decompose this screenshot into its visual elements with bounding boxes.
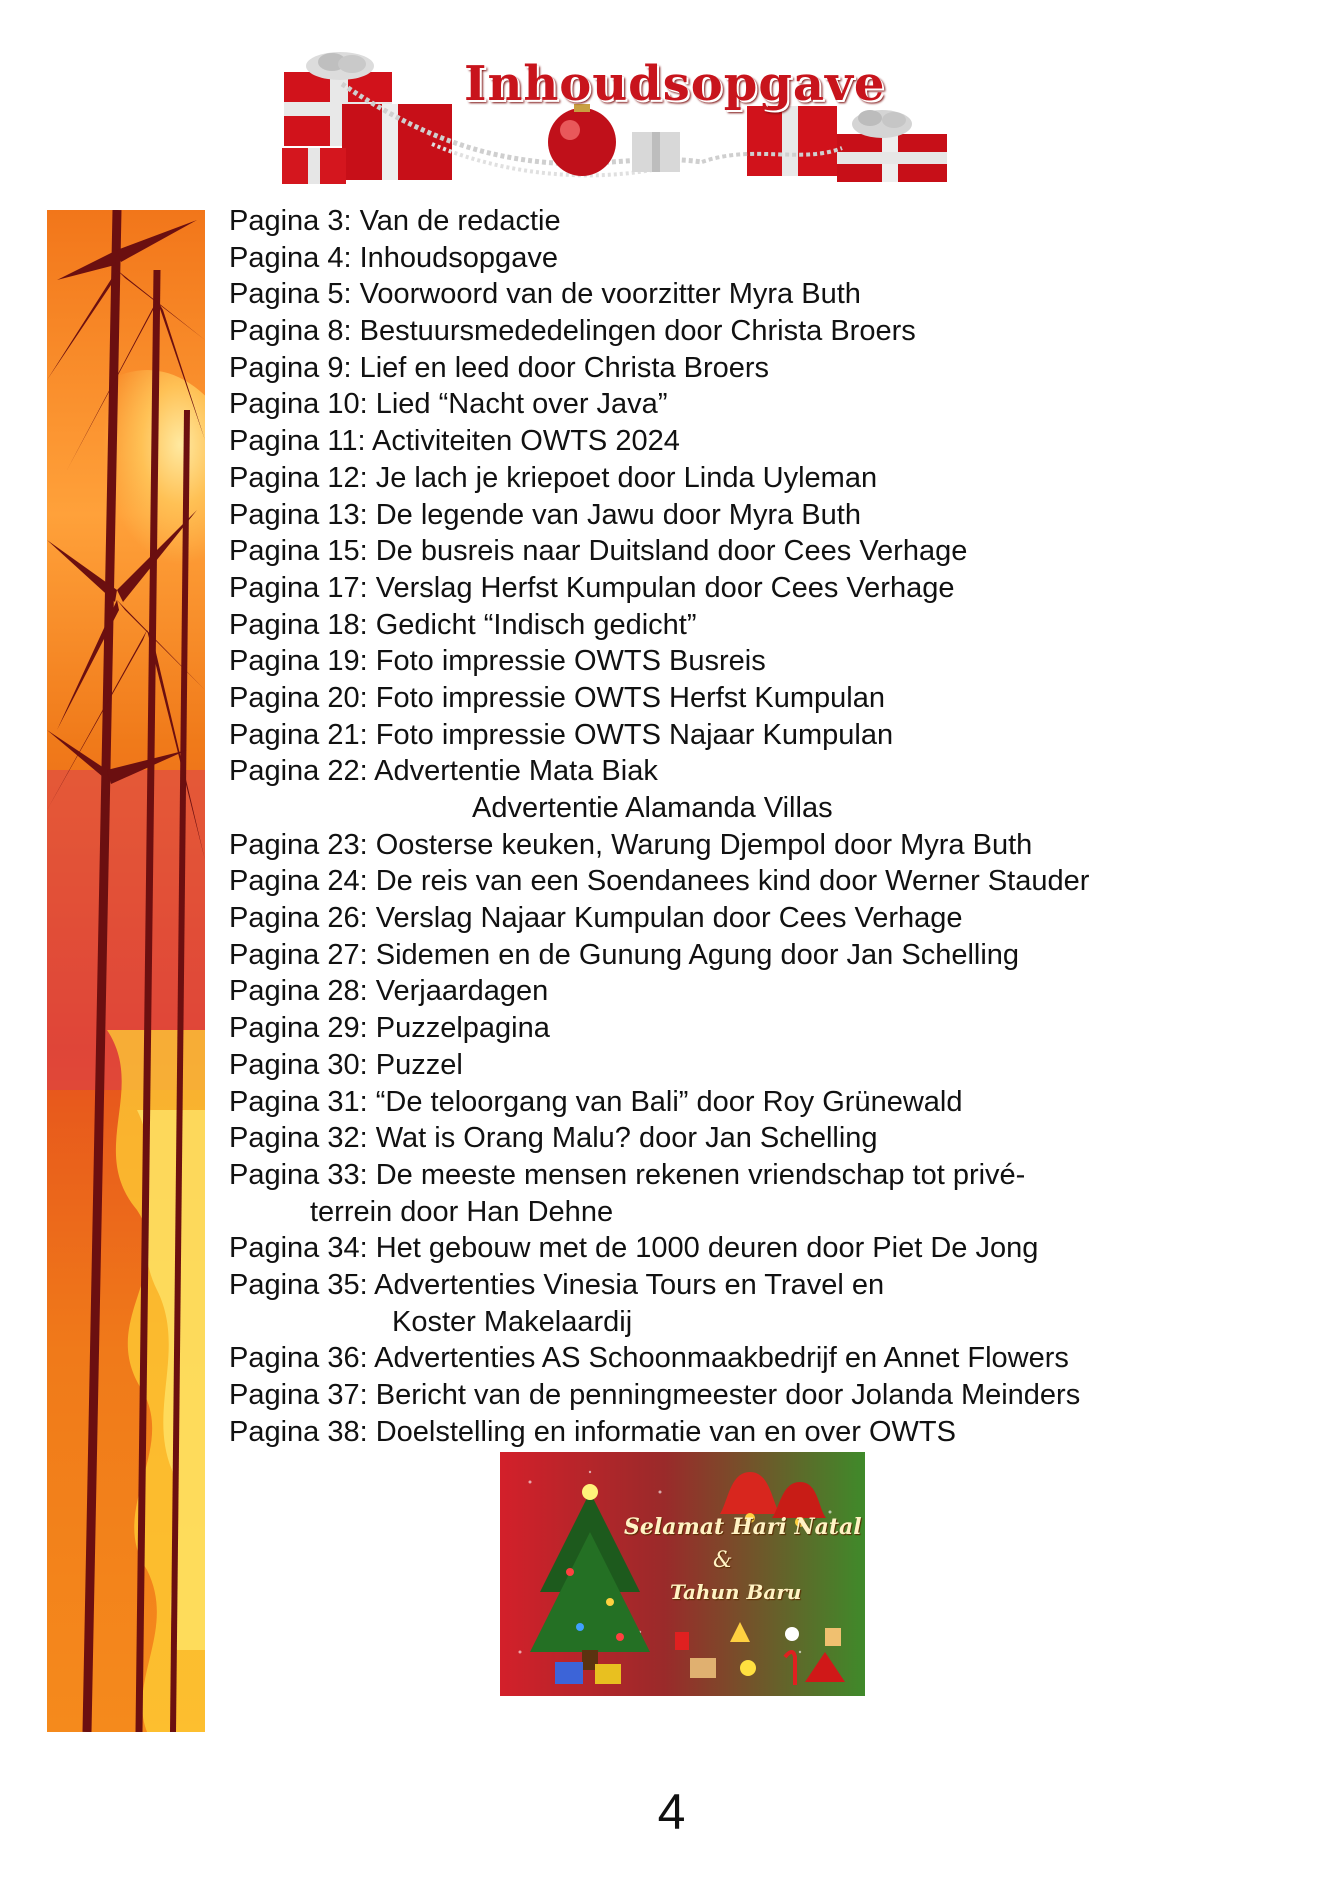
toc-page: Pagina 19: [229,645,368,678]
toc-entry [229,1230,1229,1267]
toc-title: Puzzelpagina [367,1012,550,1045]
toc-page: Pagina 5: [229,278,352,311]
card-new-year: Tahun Baru [670,1580,802,1604]
toc-entry [229,313,1229,350]
toc-entry [229,937,1229,974]
toc-title: Activiteiten OWTS 2024 [365,425,680,458]
toc-entry [229,753,1229,790]
toc-title: De meeste mensen rekenen vriendschap tot privé- [367,1158,1026,1191]
toc-title: Doelstelling en informatie van en over OWTS [367,1415,956,1448]
toc-entry [229,533,1229,570]
toc-title: Voorwoord van de voorzitter Myra Buth [351,278,861,311]
toc-title: De legende van Jawu door Myra Buth [367,498,861,531]
toc-page: Pagina 36: [229,1342,368,1375]
toc-title: Van de redactie [351,205,561,237]
toc-entry [229,607,1229,644]
toc-title: Advertenties Vinesia Tours en Travel en [367,1268,885,1301]
page-number: 4 [657,1784,686,1840]
toc-title: Het gebouw met de 1000 deuren door Piet De Jong [367,1232,1039,1265]
toc-continuation: Koster Makelaardij [392,1305,633,1338]
toc-page: Pagina 32: [229,1122,368,1155]
toc-entry [229,240,1229,277]
toc-entry [229,1120,1229,1157]
toc-page: Pagina 34: [229,1232,368,1265]
toc-page: Pagina 31: [229,1085,368,1118]
toc-title: Bericht van de penningmeester door Jolanda Meinders [367,1379,1081,1411]
toc-page: Pagina 4: [229,241,352,274]
toc-title: Verjaardagen [367,975,549,1008]
toc-title: Lied “Nacht over Java” [367,388,668,421]
toc-page: Pagina 38: [229,1415,368,1448]
toc-title: De busreis naar Duitsland door Cees Verhage [367,535,968,568]
toc-continuation: terrein door Han Dehne [310,1195,614,1228]
toc-continuation: Advertentie Alamanda Villas [472,792,833,824]
palm-sunset-stripe [47,210,205,1732]
toc-entry [229,1340,1229,1377]
toc-title: Lief en leed door Christa Broers [351,351,770,384]
toc-title: Gedicht “Indisch gedicht” [367,608,697,641]
toc-title: Bestuursmededelingen door Christa Broers [351,315,916,348]
toc-entry [229,900,1229,937]
toc-entry [229,1010,1229,1047]
toc-entry [229,680,1229,717]
toc-entry [229,643,1229,680]
toc-page: Pagina 15: [229,535,368,568]
toc-page: Pagina 8: [229,315,352,348]
toc-entry [229,203,1229,240]
toc-title: Oosterse keuken, Warung Djempol door Myra Buth [367,828,1033,861]
toc-entry [229,1267,1229,1304]
toc-title: Verslag Herfst Kumpulan door Cees Verhage [367,571,955,604]
toc-title: De reis van een Soendanees kind door Werner Stauder [367,865,1090,898]
toc-page: Pagina 3: [229,205,352,237]
toc-entry [229,386,1229,423]
toc-entry [229,350,1229,387]
toc-title: Sidemen en de Gunung Agung door Jan Schelling [367,938,1020,971]
toc-title: Wat is Orang Malu? door Jan Schelling [367,1122,878,1155]
table-of-contents [229,203,1229,1450]
toc-entry [229,973,1229,1010]
toc-entry [229,1157,1229,1194]
toc-page: Pagina 21: [229,718,368,751]
toc-entry [229,1377,1229,1414]
toc-entry [229,717,1229,754]
toc-page: Pagina 23: [229,828,368,861]
toc-title: Verslag Najaar Kumpulan door Cees Verhage [367,902,963,935]
toc-page: Pagina 33: [229,1158,368,1191]
toc-title: “De teloorgang van Bali” door Roy Grünewald [367,1085,963,1118]
toc-entry [229,497,1229,534]
toc-page: Pagina 37: [229,1379,368,1411]
toc-entry [229,1414,1229,1451]
toc-entry [229,1047,1229,1084]
toc-page: Pagina 26: [229,902,368,935]
toc-entry [229,276,1229,313]
toc-entry [229,460,1229,497]
toc-entry [229,423,1229,460]
header-banner [282,44,1052,184]
page-title: Inhoudsopgave [464,56,886,112]
card-ampersand: & [713,1548,733,1573]
toc-title: Foto impressie OWTS Herfst Kumpulan [367,681,885,714]
toc-page: Pagina 11: [229,425,366,458]
toc-title: Foto impressie OWTS Najaar Kumpulan [367,718,894,751]
toc-page: Pagina 27: [229,938,368,971]
toc-entry [229,1084,1229,1121]
toc-title: Puzzel [367,1048,463,1081]
toc-page: Pagina 28: [229,975,368,1008]
card-greeting: Selamat Hari Natal [624,1514,862,1540]
toc-title: Advertentie Mata Biak [367,755,658,788]
toc-page: Pagina 13: [229,498,368,531]
toc-page: Pagina 12: [229,461,368,494]
toc-page: Pagina 18: [229,608,368,641]
toc-page: Pagina 17: [229,571,368,604]
toc-page: Pagina 30: [229,1048,368,1081]
toc-entry [229,570,1229,607]
toc-page: Pagina 24: [229,865,368,898]
toc-page: Pagina 20: [229,681,368,714]
toc-page: Pagina 10: [229,388,368,421]
toc-title: Inhoudsopgave [351,241,558,274]
toc-page: Pagina 22: [229,755,368,788]
toc-page: Pagina 9: [229,351,352,384]
toc-title: Foto impressie OWTS Busreis [367,645,766,678]
toc-entry [229,827,1229,864]
toc-entry [229,863,1229,900]
toc-title: Advertenties AS Schoonmaakbedrijf en Annet Flowers [367,1342,1069,1375]
toc-page: Pagina 29: [229,1012,368,1045]
toc-page: Pagina 35: [229,1268,368,1301]
christmas-card-image [500,1452,865,1696]
toc-title: Je lach je kriepoet door Linda Uyleman [367,461,878,494]
